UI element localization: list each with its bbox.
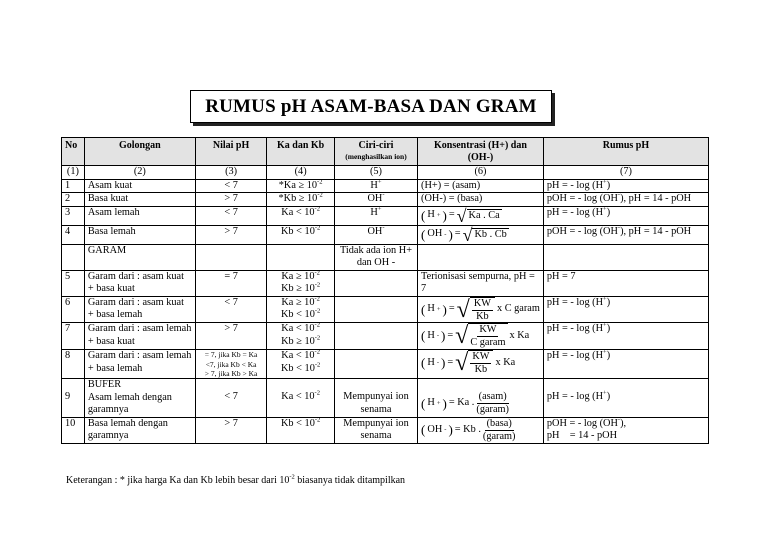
rumus-end: ), pH = 14 - pOH bbox=[620, 193, 692, 205]
col-num: (5) bbox=[334, 166, 417, 180]
kb-exponent: -2 bbox=[314, 361, 321, 369]
fraction-numerator: (asam) bbox=[478, 391, 507, 403]
row-konsentrasi bbox=[418, 225, 544, 244]
square-root: √ Kb . Cb bbox=[462, 224, 507, 245]
fraction-numerator: (basa) bbox=[486, 417, 512, 429]
ka-text: Ka ≥ 10 bbox=[281, 270, 315, 282]
header-golongan: Golongan bbox=[84, 138, 195, 166]
rumus-text: pH = - log (H bbox=[546, 296, 604, 308]
row-golongan: Asam lemah bbox=[84, 206, 195, 225]
row-ph: > 7 bbox=[195, 225, 267, 244]
rumus-end: ) bbox=[606, 323, 611, 335]
fraction-numerator: KW bbox=[479, 324, 497, 336]
concentration-formula: ( OH - ) = √ Kb . Cb bbox=[421, 224, 507, 245]
concentration-formula: ( H + ) = √ Ka . Ca bbox=[421, 205, 500, 226]
table-row bbox=[62, 270, 709, 296]
row-ciri bbox=[334, 193, 417, 207]
row-konsentrasi: (H+) = (asam) bbox=[418, 179, 544, 193]
ka-text: Ka < 10 bbox=[281, 391, 315, 403]
fraction-denominator: Kb bbox=[474, 363, 488, 375]
row-konsentrasi bbox=[418, 206, 544, 225]
concentration-formula: ( OH - ) = Kb . $\frac{\text{(basa)}}{\text{(garam)}}$ bbox=[421, 417, 516, 442]
ka-text: Ka ≥ 10 bbox=[281, 296, 315, 308]
kb-text: Kb < 10 bbox=[281, 362, 315, 374]
row-ph: < 7 bbox=[195, 296, 267, 323]
row-rumus bbox=[543, 379, 708, 418]
row-ka-kb bbox=[267, 206, 335, 225]
row-no: 9 bbox=[62, 379, 85, 418]
header-rumus: Rumus pH bbox=[543, 138, 708, 166]
ka-text: Ka < 10 bbox=[281, 323, 315, 335]
ka-text: Ka < 10 bbox=[281, 206, 315, 218]
section-label: GARAM bbox=[84, 244, 195, 270]
rumus-end: ) bbox=[606, 296, 611, 308]
row-ciri: Tidak ada ion H+ dan OH - bbox=[334, 244, 417, 270]
ph-condition: = 7, jika Kb = Ka bbox=[204, 350, 258, 360]
row-rumus bbox=[543, 417, 708, 443]
row-no: 2 bbox=[62, 193, 85, 207]
row-konsentrasi: (OH-) = (basa) bbox=[418, 193, 544, 207]
row-golongan bbox=[84, 379, 195, 418]
kb-text: Kb ≥ 10 bbox=[281, 283, 315, 295]
row-no: 5 bbox=[62, 270, 85, 296]
rumus-end: ) bbox=[606, 179, 611, 191]
ka-exponent: -2 bbox=[317, 178, 323, 186]
rumus-charge: + bbox=[603, 389, 607, 397]
rumus-text: pH = - log (H bbox=[546, 206, 604, 218]
kb-text: Kb < 10 bbox=[281, 417, 315, 429]
ciri-ion: OH bbox=[367, 193, 383, 205]
ion-symbol: H bbox=[427, 397, 435, 409]
row-ka-kb bbox=[267, 350, 335, 379]
row-konsentrasi: Terionisasi sempurna, pH = 7 bbox=[418, 270, 544, 296]
row-ph: > 7 bbox=[195, 193, 267, 207]
row-golongan: Garam dari : asam lemah + basa kuat bbox=[84, 323, 195, 350]
ion-symbol: OH bbox=[427, 228, 443, 240]
rumus-text: pOH = - log (OH bbox=[546, 193, 618, 205]
row-no: 1 bbox=[62, 179, 85, 193]
formula-tail: x Ka bbox=[509, 330, 530, 342]
rumus-charge: + bbox=[603, 322, 607, 330]
rumus-end: ) bbox=[606, 206, 611, 218]
row-ciri: Mempunyai ion senama bbox=[334, 417, 417, 443]
radicand: Ka . Ca bbox=[468, 209, 500, 221]
kb-exponent: -2 bbox=[314, 307, 321, 315]
row-golongan: Garam dari : asam lemah + basa lemah bbox=[84, 350, 195, 379]
col-num: (6) bbox=[418, 166, 544, 180]
header-ciri bbox=[334, 138, 417, 166]
kb-exponent: -2 bbox=[314, 281, 321, 289]
header-no: No bbox=[62, 138, 85, 166]
row-ka-kb bbox=[267, 296, 335, 323]
concentration-formula: ( H + ) = √ $\frac{KW}{Kb}$ x C garam bbox=[421, 296, 540, 323]
concentration-formula: ( H - ) = √ $\frac{KW}{\text{C garam}}$ x Ka bbox=[421, 323, 530, 350]
header-row bbox=[62, 138, 709, 166]
row-golongan: Asam kuat bbox=[84, 179, 195, 193]
rumus-end: ), pH = 14 - pOH bbox=[620, 225, 692, 237]
row-konsentrasi bbox=[418, 379, 544, 418]
section-row-garam bbox=[62, 244, 709, 270]
footnote-text: Keterangan : * jika harga Ka dan Kb lebih besar dari 10 bbox=[66, 475, 290, 486]
row-no: 8 bbox=[62, 350, 85, 379]
square-root: √ Ka . Ca bbox=[456, 205, 500, 226]
rumus-text: pOH = - log (OH bbox=[546, 225, 618, 237]
rumus-text: pOH = - log (OH bbox=[546, 417, 618, 429]
fraction-denominator: (garam) bbox=[482, 430, 516, 442]
square-root: √ $\frac{KW}{Kb}$ bbox=[455, 350, 493, 376]
row-no: 7 bbox=[62, 323, 85, 350]
row-ph: < 7 bbox=[195, 379, 267, 418]
header-konsentrasi: Konsentrasi (H+) dan (OH-) bbox=[418, 138, 544, 166]
row-konsentrasi bbox=[418, 417, 544, 443]
row-ka-kb bbox=[267, 417, 335, 443]
ka-exponent: -2 bbox=[314, 205, 320, 213]
rumus-end: ), bbox=[620, 417, 627, 429]
table-row bbox=[62, 206, 709, 225]
page-title: RUMUS pH ASAM-BASA DAN GRAM bbox=[205, 95, 537, 117]
ciri-ion: H bbox=[370, 206, 378, 218]
fraction-denominator: Kb bbox=[476, 310, 489, 322]
table-row bbox=[62, 323, 709, 350]
row-no: 10 bbox=[62, 417, 85, 443]
row-ka-kb bbox=[267, 179, 335, 193]
fraction bbox=[483, 418, 516, 443]
rumus-charge: + bbox=[603, 348, 607, 356]
rumus-charge: + bbox=[603, 178, 607, 186]
row-ph: < 7 bbox=[195, 179, 267, 193]
row-ka-kb bbox=[267, 323, 335, 350]
rumus-charge: - bbox=[617, 191, 621, 199]
ciri-ion-charge: + bbox=[377, 178, 382, 186]
ka-exponent: -2 bbox=[317, 191, 323, 199]
row-golongan: Garam dari : asam kuat + basa kuat bbox=[84, 270, 195, 296]
col-num: (7) bbox=[543, 166, 708, 180]
row-rumus bbox=[543, 193, 708, 207]
ka-text: Kb < 10 bbox=[281, 225, 315, 237]
row-konsentrasi bbox=[418, 296, 544, 323]
row-ph: > 7 bbox=[195, 323, 267, 350]
ion-symbol: OH bbox=[427, 423, 443, 435]
rumus-charge: - bbox=[617, 224, 621, 232]
column-number-row bbox=[62, 166, 709, 180]
kb-text: Kb ≥ 10 bbox=[281, 336, 315, 348]
row-golongan: Basa lemah dengan garamnya bbox=[84, 417, 195, 443]
rumus-end: ) bbox=[606, 391, 611, 403]
row-golongan: Basa kuat bbox=[84, 193, 195, 207]
formula-tail: x Ka bbox=[495, 356, 516, 368]
row-golongan: Garam dari : asam kuat + basa lemah bbox=[84, 296, 195, 323]
ion-symbol: H bbox=[427, 330, 435, 342]
fraction bbox=[468, 350, 493, 376]
col-num: (1) bbox=[62, 166, 85, 180]
row-golongan: Basa lemah bbox=[84, 225, 195, 244]
row-no: 6 bbox=[62, 296, 85, 323]
footnote-exponent: -2 bbox=[289, 473, 295, 481]
row-rumus bbox=[543, 179, 708, 193]
row-rumus bbox=[543, 206, 708, 225]
table-row bbox=[62, 350, 709, 379]
section-label: BUFER bbox=[87, 379, 122, 391]
rumus-charge: - bbox=[617, 416, 621, 424]
fraction bbox=[468, 323, 507, 349]
header-ka-kb: Ka dan Kb bbox=[267, 138, 335, 166]
ciri-ion-charge: - bbox=[382, 191, 385, 199]
table-row bbox=[62, 417, 709, 443]
row-ph: < 7 bbox=[195, 206, 267, 225]
formula-coefficient: = Ka . bbox=[448, 397, 475, 409]
row-ka-kb bbox=[267, 270, 335, 296]
row-no: 4 bbox=[62, 225, 85, 244]
fraction-denominator: C garam bbox=[470, 337, 506, 349]
row-rumus bbox=[543, 225, 708, 244]
rumus-text: pH = - log (H bbox=[546, 323, 604, 335]
ka-text: *Ka ≥ 10 bbox=[278, 179, 318, 191]
square-root: √ $\frac{KW}{Kb}$ bbox=[457, 297, 495, 323]
row-ka-kb bbox=[267, 225, 335, 244]
row-ph bbox=[195, 350, 267, 379]
concentration-formula: ( H + ) = Ka . $\frac{\text{(asam)}}{\text{(garam)}}$ bbox=[421, 391, 509, 416]
col-num: (4) bbox=[267, 166, 335, 180]
ka-exponent: -2 bbox=[314, 348, 320, 356]
formula-tail: x C garam bbox=[496, 303, 540, 315]
row-ciri: Mempunyai ion senama bbox=[334, 379, 417, 418]
fraction-numerator: KW bbox=[472, 351, 490, 363]
table-row bbox=[62, 225, 709, 244]
golongan-text: Asam lemah dengan garamnya bbox=[87, 391, 172, 416]
table-row bbox=[62, 296, 709, 323]
ka-exponent: -2 bbox=[314, 322, 320, 330]
col-num: (2) bbox=[84, 166, 195, 180]
row-ciri bbox=[334, 179, 417, 193]
row-rumus bbox=[543, 323, 708, 350]
concentration-formula: ( H - ) = √ $\frac{KW}{Kb}$ x Ka bbox=[421, 349, 516, 376]
ciri-ion: OH bbox=[367, 225, 383, 237]
table-row bbox=[62, 379, 709, 418]
fraction-denominator: (garam) bbox=[476, 404, 509, 416]
ka-exponent: -2 bbox=[314, 224, 321, 232]
header-ciri-label: Ciri-ciri bbox=[358, 140, 394, 151]
square-root: √ $\frac{KW}{\text{C garam}}$ bbox=[455, 323, 506, 350]
ka-exponent: -2 bbox=[314, 295, 320, 303]
table-row bbox=[62, 179, 709, 193]
ion-symbol: H bbox=[427, 356, 435, 368]
rumus-charge: + bbox=[603, 205, 607, 213]
title-box bbox=[190, 90, 552, 123]
row-ka-kb bbox=[267, 193, 335, 207]
fraction bbox=[470, 297, 495, 323]
kb-exponent: -2 bbox=[314, 334, 321, 342]
formula-coefficient: = Kb . bbox=[454, 423, 481, 435]
rumus-end: ) bbox=[606, 350, 611, 362]
header-nilai-ph: Nilai pH bbox=[195, 138, 267, 166]
row-rumus: pH = 7 bbox=[543, 270, 708, 296]
ciri-ion-charge: - bbox=[382, 224, 385, 232]
row-rumus bbox=[543, 296, 708, 323]
fraction-numerator: KW bbox=[473, 297, 491, 309]
ciri-ion: H bbox=[370, 179, 378, 191]
rumus-text: pH = - log (H bbox=[546, 350, 604, 362]
rumus-text: pH = 14 - pOH bbox=[546, 430, 618, 442]
rumus-charge: + bbox=[603, 295, 607, 303]
ph-condition: > 7, jika Kb > Ka bbox=[204, 368, 258, 378]
row-konsentrasi bbox=[418, 323, 544, 350]
footnote bbox=[66, 475, 405, 486]
fraction bbox=[476, 391, 509, 416]
ka-text: *Kb ≥ 10 bbox=[278, 193, 318, 205]
row-ciri bbox=[334, 206, 417, 225]
kb-text: Kb < 10 bbox=[281, 309, 315, 321]
table-row bbox=[62, 193, 709, 207]
row-ph: > 7 bbox=[195, 417, 267, 443]
kb-exponent: -2 bbox=[314, 416, 321, 424]
ph-condition: <7, jika Kb < Ka bbox=[205, 359, 257, 369]
row-rumus bbox=[543, 350, 708, 379]
ciri-ion-charge: + bbox=[377, 205, 382, 213]
radicand: Kb . Cb bbox=[474, 228, 507, 240]
ion-symbol: H bbox=[427, 209, 435, 221]
ion-symbol: H bbox=[427, 303, 435, 315]
row-no: 3 bbox=[62, 206, 85, 225]
row-ciri bbox=[334, 225, 417, 244]
ka-exponent: -2 bbox=[314, 269, 320, 277]
header-ciri-sub: (menghasilkan ion) bbox=[345, 152, 407, 162]
row-ph: = 7 bbox=[195, 270, 267, 296]
row-ka-kb bbox=[267, 379, 335, 418]
ka-exponent: -2 bbox=[314, 389, 320, 397]
row-konsentrasi bbox=[418, 350, 544, 379]
formula-table bbox=[61, 137, 709, 444]
ka-text: Ka < 10 bbox=[281, 350, 315, 362]
rumus-text: pH = - log (H bbox=[546, 179, 604, 191]
col-num: (3) bbox=[195, 166, 267, 180]
footnote-text-end: biasanya tidak ditampilkan bbox=[294, 475, 406, 486]
rumus-text: pH = - log (H bbox=[546, 391, 604, 403]
